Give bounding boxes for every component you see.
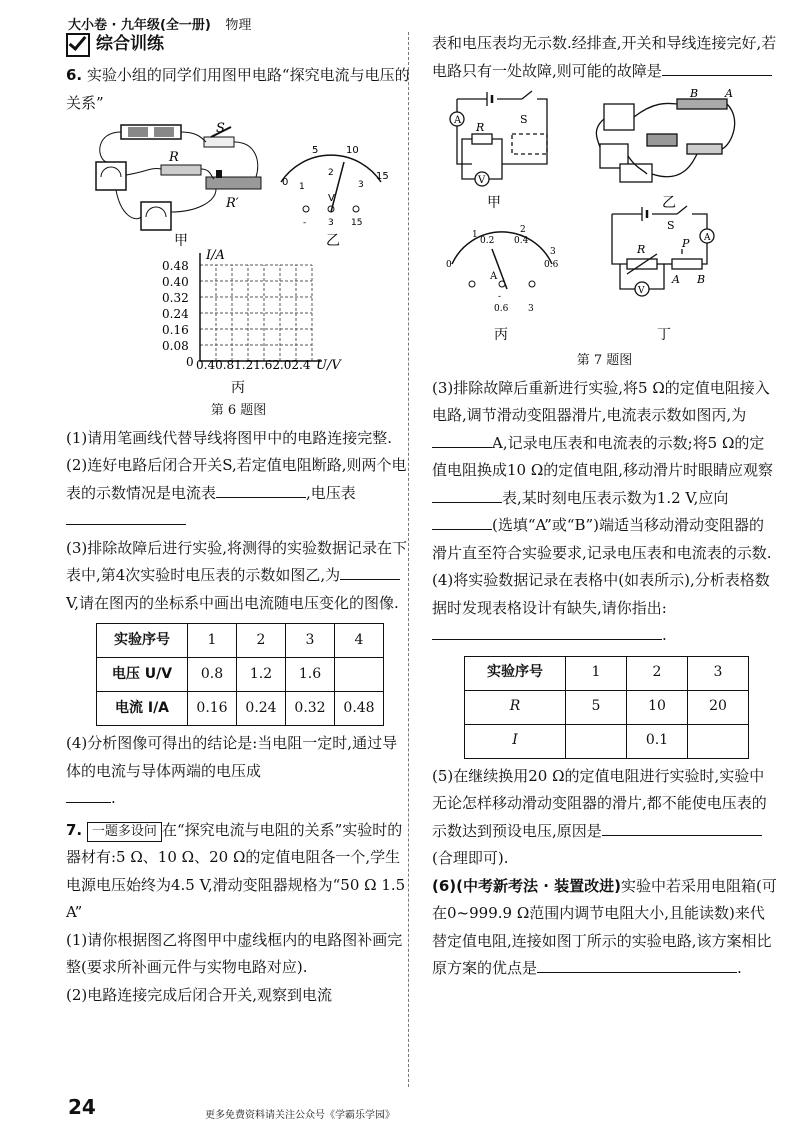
graph-xlabel: U/V: [316, 358, 341, 373]
table-row: [465, 690, 749, 724]
table-row: [97, 692, 384, 726]
bing-scale-0: 0: [446, 260, 452, 270]
checkbox-icon: [66, 33, 90, 57]
q6-stem-text: 实验小组的同学们用图甲电路“探究电流与电压的关系”: [66, 66, 410, 112]
answer-blank[interactable]: [537, 956, 737, 973]
q7-tag: 一题多设问: [87, 822, 162, 842]
bing-term-minus: -: [498, 292, 502, 302]
caption-yi: 乙: [326, 233, 340, 247]
section-title: 综合训练: [96, 34, 164, 55]
table-cell: 0.24: [237, 692, 286, 726]
table-cell: 2: [627, 656, 688, 690]
bing-term-06: 0.6: [494, 304, 509, 314]
table-cell: 2: [237, 624, 286, 658]
ytick: 0.24: [162, 307, 189, 321]
section-heading: [66, 30, 411, 60]
yi-term-V: V: [328, 193, 335, 204]
circuit-jia: [450, 91, 547, 186]
q7-number: 7.: [66, 820, 83, 839]
q7-figure-caption: 第 7 题图: [576, 353, 633, 368]
q7-part6-tag: (6)(中考新考法 · 装置改进): [432, 876, 622, 895]
table-cell: 10: [627, 690, 688, 724]
yi-scale-15: 15: [376, 171, 389, 182]
q6-part4-text: (4)分析图像可得出的结论是:当电阻一定时,通过导体的电流与导体两端的电压成: [66, 734, 398, 780]
table-cell: 5: [566, 690, 627, 724]
table-cell: 0.16: [188, 692, 237, 726]
q6-part3-b: V,请在图丙的坐标系中画出电流随电压变化的图像.: [66, 593, 399, 612]
q7-part3-c: 表,某时刻电压表示数为1.2 V,应向: [502, 488, 729, 507]
q6-part2: [66, 452, 411, 535]
caption-yi7: 乙: [662, 195, 676, 211]
ytick: 0.40: [162, 275, 189, 289]
table-cell: 电压 U/V: [97, 658, 188, 692]
ytick: 0.48: [162, 259, 189, 273]
answer-blank[interactable]: [432, 431, 492, 448]
graph-bing: [66, 247, 411, 397]
table-cell: 4: [335, 624, 384, 658]
yi-term-3: 3: [328, 218, 334, 228]
q6-part2-b: ,电压表: [306, 483, 356, 502]
q6-stem: [66, 62, 411, 117]
caption-bing7: 丙: [494, 327, 508, 343]
yi-scale-10: 10: [346, 145, 359, 156]
answer-blank[interactable]: [340, 563, 400, 580]
graph-yticks: [162, 259, 194, 369]
table-cell: 0.8: [188, 658, 237, 692]
q6-figure-caption: 第 6 题图: [210, 403, 267, 418]
q7-part5: [432, 763, 777, 873]
q6-part3: [66, 535, 411, 618]
q7-part6: (6)(中考新考法 · 装置改进)实验中若采用电阻箱(可在0~999.9 Ω范围内调节电阻大小,且能读数)来代替定值电阻,连接如图丁所示的实验电路,该方案相比原方案的优点是 .: [432, 876, 777, 977]
yi-A-label: A: [725, 89, 733, 100]
answer-blank[interactable]: [432, 513, 492, 530]
q6-part3-a: (3)排除故障后进行实验,将测得的实验数据记录在下表中,第4次实验时电压表的示数如图乙,为: [66, 538, 408, 584]
table-cell: 0.32: [286, 692, 335, 726]
page-number: 24: [68, 1095, 96, 1119]
bing-term-3: 3: [528, 304, 534, 314]
table-cell: 0.1: [627, 724, 688, 758]
ding-B-label: B: [697, 273, 706, 286]
jia-R-label: R: [476, 121, 485, 134]
right-column: [432, 30, 777, 983]
footer-note: 更多免费资料请关注公众号《学霸乐学园》: [205, 1110, 395, 1121]
jia-ammeter-label: A: [454, 115, 462, 126]
yi-term-15: 15: [351, 218, 363, 228]
table-cell: I: [465, 724, 566, 758]
q7-part2-a: (2)电路连接完成后闭合开关,观察到电流: [66, 985, 333, 1004]
table-cell: 1.2: [237, 658, 286, 692]
ytick: 0.08: [162, 339, 189, 353]
answer-blank[interactable]: [432, 623, 662, 640]
bing-scale-3: 3: [550, 247, 556, 257]
ytick: 0.16: [162, 323, 189, 337]
yi-B-label: B: [690, 89, 699, 100]
circuit-yi: [596, 99, 734, 182]
q7-data-table: [464, 656, 749, 759]
caption-ding: 丁: [657, 327, 671, 343]
subject: 物理: [225, 18, 252, 33]
table-cell[interactable]: [688, 724, 749, 758]
table-row: [465, 724, 749, 758]
yi-scale-2: 2: [328, 168, 334, 178]
table-cell: 1: [188, 624, 237, 658]
q7-part2-b: [432, 30, 777, 85]
answer-blank[interactable]: [602, 819, 762, 836]
label-S: S: [216, 121, 225, 136]
q6-data-table: [96, 623, 384, 726]
answer-blank[interactable]: [432, 486, 502, 503]
q7-part3-b: A,记录电压表和电流表的示数;将5 Ω的定值电阻换成10 Ω的定值电阻,移动滑片时眼睛应观察: [432, 433, 774, 479]
table-row: [465, 656, 749, 690]
q7-part2-b-text: 表和电压表均无示数.经排查,开关和导线连接完好,若电路只有一处故障,则可能的故障是: [432, 34, 777, 80]
q7-part4-text: (4)将实验数据记录在表格中(如表所示),分析表格数据时发现表格设计有缺失,请你指出:: [432, 571, 770, 617]
bing-scale-2: 2: [520, 225, 526, 235]
q6-part1: (1)请用笔画线代替导线将图甲中的电路连接完整.: [66, 428, 393, 447]
yi-scale-1: 1: [299, 182, 305, 192]
circuit-jia-illustration: [66, 117, 411, 247]
ding-voltmeter-label: V: [638, 286, 645, 296]
q7-part3-d: (选填“A”或“B”)端适当移动滑动变阻器的滑片直至符合实验要求,记录电压表和电流表的示数.: [432, 516, 772, 562]
table-cell: 3: [286, 624, 335, 658]
table-cell: 1: [566, 656, 627, 690]
answer-blank[interactable]: [216, 481, 306, 498]
yi-term-minus: -: [303, 218, 307, 228]
q6-figure-top: [66, 117, 411, 247]
ding-R-label: R: [637, 243, 646, 256]
q6-number: 6.: [66, 66, 83, 84]
table-cell: 1.6: [286, 658, 335, 692]
table-cell: 20: [688, 690, 749, 724]
q7-part3: [432, 375, 777, 568]
ytick: 0: [186, 355, 194, 369]
ding-S-label: S: [667, 219, 675, 232]
bing-term-A: A: [490, 271, 498, 282]
q7-part5-a: (5)在继续换用20 Ω的定值电阻进行实验时,实验中无论怎样移动滑动变阻器的滑片,都不能使电压表的示数达到预设电压,原因是: [432, 766, 767, 840]
q7-part5-b: (合理即可).: [432, 849, 509, 867]
q6-part4: (4)分析图像可得出的结论是:当电阻一定时,通过导体的电流与导体两端的电压成 .: [66, 734, 398, 807]
ding-A-label: A: [672, 273, 680, 286]
table-cell[interactable]: [335, 658, 384, 692]
book-title: 大小卷 · 九年级(全一册): [68, 18, 211, 33]
q7-figures: [432, 89, 777, 347]
table-cell: R: [465, 690, 566, 724]
graph-grid: [200, 253, 322, 361]
ding-P-label: P: [682, 237, 690, 250]
q7-part3-a: (3)排除故障后重新进行实验,将5 Ω的定值电阻接入电路,调节滑动变阻器滑片,电流表示数如图丙,为: [432, 378, 770, 424]
circuit-q7-figures: [432, 89, 777, 347]
label-Rp: R′: [226, 196, 239, 211]
table-cell[interactable]: [566, 724, 627, 758]
table-cell: 电流 I/A: [97, 692, 188, 726]
q7-part1: (1)请你根据图乙将图甲中虚线框内的电路图补画完整(要求所补画元件与实物电路对应).: [66, 930, 403, 976]
caption-jia: 甲: [174, 233, 188, 247]
q7-part4: (4)将实验数据记录在表格中(如表所示),分析表格数据时发现表格设计有缺失,请你指出:.: [432, 571, 770, 644]
bing-scale-04: 0.4: [514, 236, 529, 246]
q6-part2-a: (2)连好电路后闭合开关S,若定值电阻断路,则两个电表的示数情况是电流表: [66, 456, 407, 502]
table-cell: 实验序号: [465, 656, 566, 690]
table-cell: 3: [688, 656, 749, 690]
answer-blank[interactable]: [66, 508, 186, 525]
graph-ylabel: I/A: [206, 248, 225, 263]
table-cell: 0.48: [335, 692, 384, 726]
caption-jia7: 甲: [487, 195, 501, 211]
graph-xticks: 0.40.81.21.62.02.4: [196, 358, 311, 372]
table-row: [97, 658, 384, 692]
answer-blank[interactable]: [66, 786, 111, 803]
table-row: [97, 624, 384, 658]
q7-stem: [66, 817, 411, 927]
yi-scale-0: 0: [282, 177, 289, 188]
jia-voltmeter-label: V: [478, 175, 486, 186]
bing-scale-1: 1: [472, 230, 478, 240]
left-column: [66, 30, 411, 1009]
answer-blank[interactable]: [662, 59, 772, 76]
table-cell: 实验序号: [97, 624, 188, 658]
q6-graph: [66, 247, 411, 397]
ytick: 0.32: [162, 291, 189, 305]
jia-S-label: S: [520, 113, 528, 126]
q7-stem-text: 在“探究电流与电阻的关系”实验时的器材有:5 Ω、10 Ω、20 Ω的定值电阻各一个,学生电源电压始终为4.5 V,滑动变阻器规格为“50 Ω 1.5 A”: [66, 820, 406, 921]
label-R: R: [169, 150, 179, 165]
bing-scale-02: 0.2: [480, 236, 495, 246]
ding-ammeter-label: A: [704, 233, 711, 243]
yi-scale-3: 3: [358, 180, 364, 190]
yi-scale-5: 5: [312, 145, 319, 156]
caption-bing: 丙: [231, 380, 245, 396]
q7-part6-text: 实验中若采用电阻箱(可在0~999.9 Ω范围内调节电阻大小,且能读数)来代替定值电阻,连接如图丁所示的实验电路,该方案相比原方案的优点是: [432, 876, 777, 977]
bing-scale-06: 0.6: [544, 260, 559, 270]
